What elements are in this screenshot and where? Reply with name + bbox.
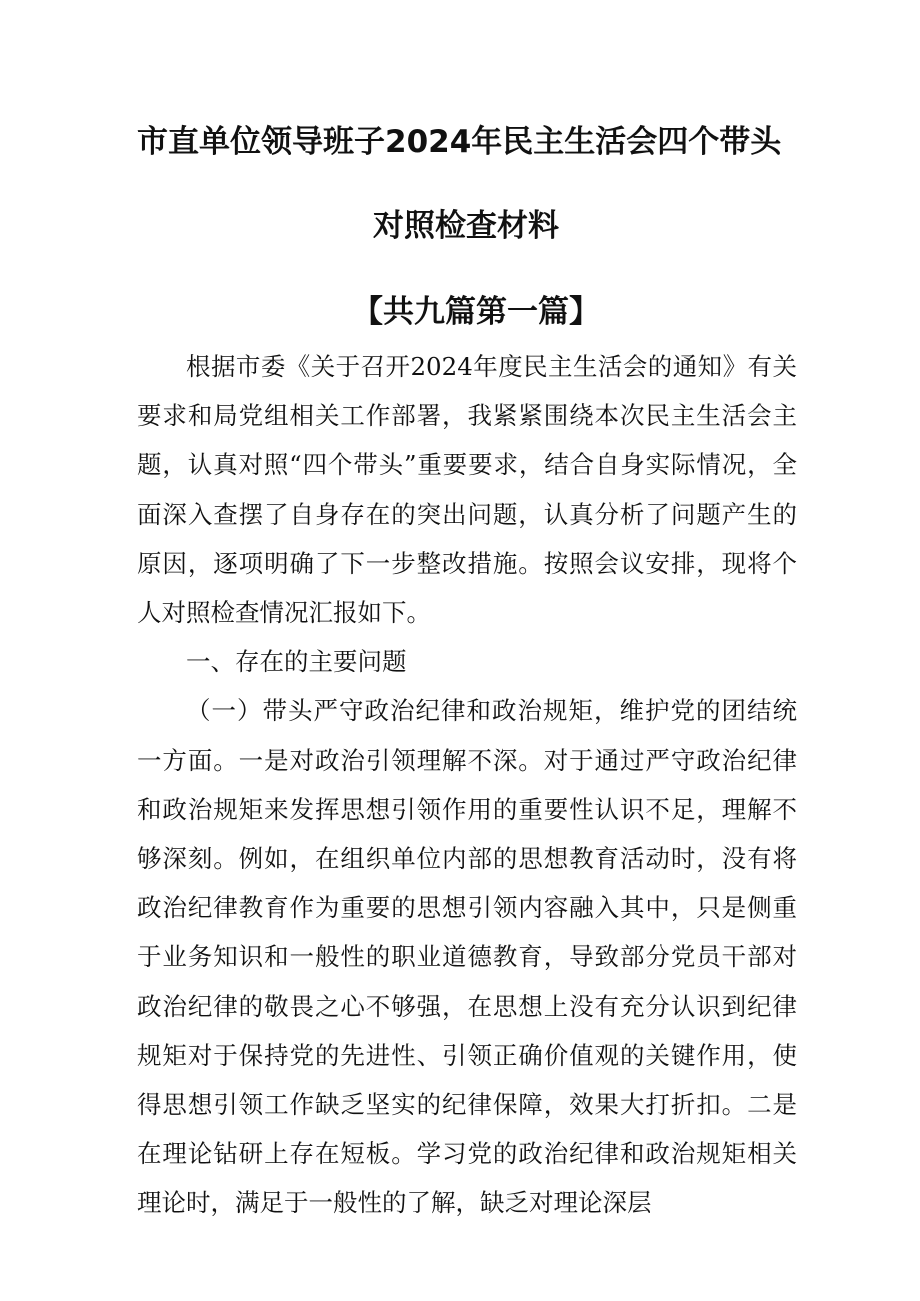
document-subtitle: 【共九篇第一篇】 <box>352 294 600 330</box>
section-heading: 一、存在的主要问题 <box>186 647 407 677</box>
document-title-line-1: 市直单位领导班子2024年民主生活会四个带头 <box>137 124 782 160</box>
document-body <box>137 342 797 1228</box>
section-paragraph: （一）带头严守政治纪律和政治规矩，维护党的团结统一方面。一是对政治引领理解不深。对于通过严守政治纪律和政治规矩来发挥思想引领作用的重要性认识不足，理解不够深刻。例如，在组织单位内部的思想教育活动时，没有将政治纪律教育作为重要的思想引领内容融入其中，只是侧重于业务知识和一般性的职业道德教育，导致部分党员干部对政治纪律的敬畏之心不够强，在思想上没有充分认识到纪律规矩对于保持党的先进性、引领正确价值观的关键作用，使得思想引领工作缺乏坚实的纪律保障，效果大打折扣。二是在理论钻研上存在短板。学习党的政治纪律和政治规矩相关理论时，满足于一般性的了解，缺乏对理论深层 <box>137 696 797 1218</box>
intro-paragraph: 根据市委《关于召开2024年度民主生活会的通知》有关要求和局党组相关工作部署，我紧紧围绕本次民主生活会主题，认真对照“四个带头”重要要求，结合自身实际情况，全面深入查摆了自身存在的突出问题，认真分析了问题产生的原因，逐项明确了下一步整改措施。按照会议安排，现将个人对照检查情况汇报如下。 <box>137 352 797 628</box>
document-title-line-2: 对照检查材料 <box>373 208 559 244</box>
